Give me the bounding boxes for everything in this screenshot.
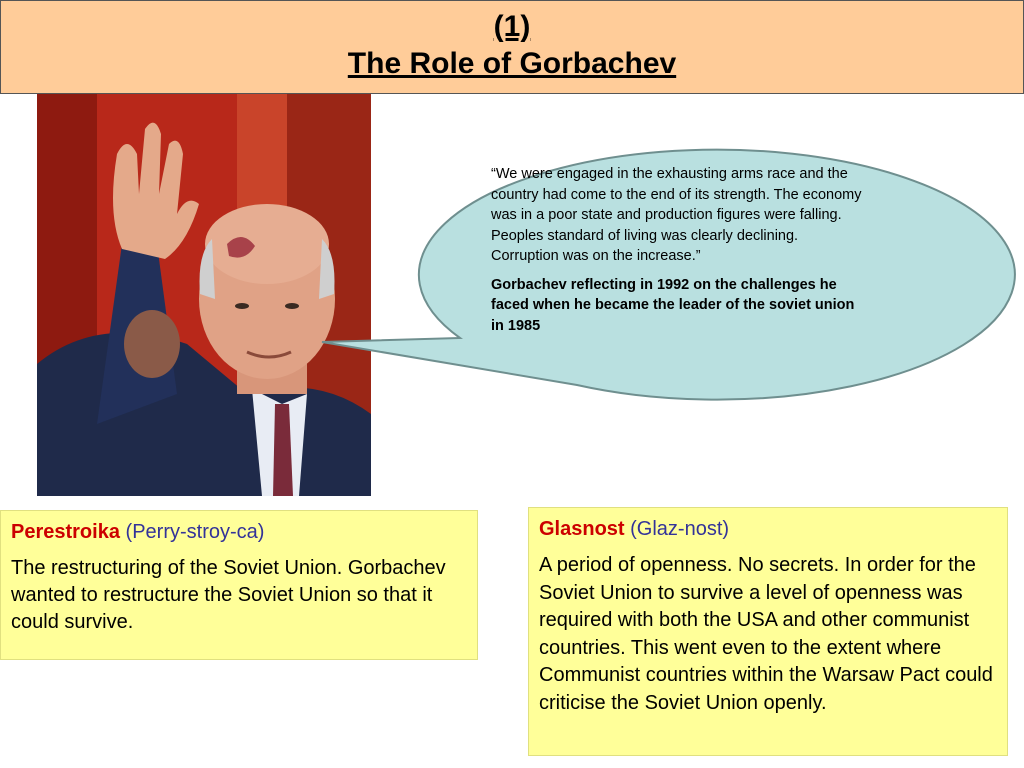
gorbachev-quote: “We were engaged in the exhausting arms race and the country had come to the end of its strength. The economy was in a poor state and production figures were falling. Peoples standard of living was clearly declining. Corruption was on the increase.” <box>491 166 862 264</box>
perestroika-term: Perestroika <box>11 521 120 543</box>
page-title: The Role of Gorbachev <box>347 47 677 80</box>
glasnost-definition: A period of openness. No secrets. In order for the Soviet Union to survive a level of openness was required with both the USA and other communist countries. This went even to the extent where Communist countries within the Warsaw Pact could criticise the Soviet Union openly. <box>539 554 993 714</box>
slide-number: (1) <box>493 10 531 43</box>
perestroika-box <box>0 510 478 660</box>
perestroika-pronunciation: (Perry-stroy-ca) <box>125 521 265 543</box>
speech-bubble-text <box>491 164 866 344</box>
glasnost-heading <box>539 516 997 542</box>
glasnost-term: Glasnost <box>539 518 625 540</box>
quote-attribution: Gorbachev reflecting in 1992 on the challenges he faced when he became the leader of the soviet union in 1985 <box>491 276 855 334</box>
perestroika-heading <box>11 519 467 545</box>
glasnost-box <box>528 507 1008 756</box>
perestroika-definition: The restructuring of the Soviet Union. Gorbachev wanted to restructure the Soviet Union so that it could survive. <box>11 557 446 633</box>
glasnost-pronunciation: (Glaz-nost) <box>630 518 730 540</box>
